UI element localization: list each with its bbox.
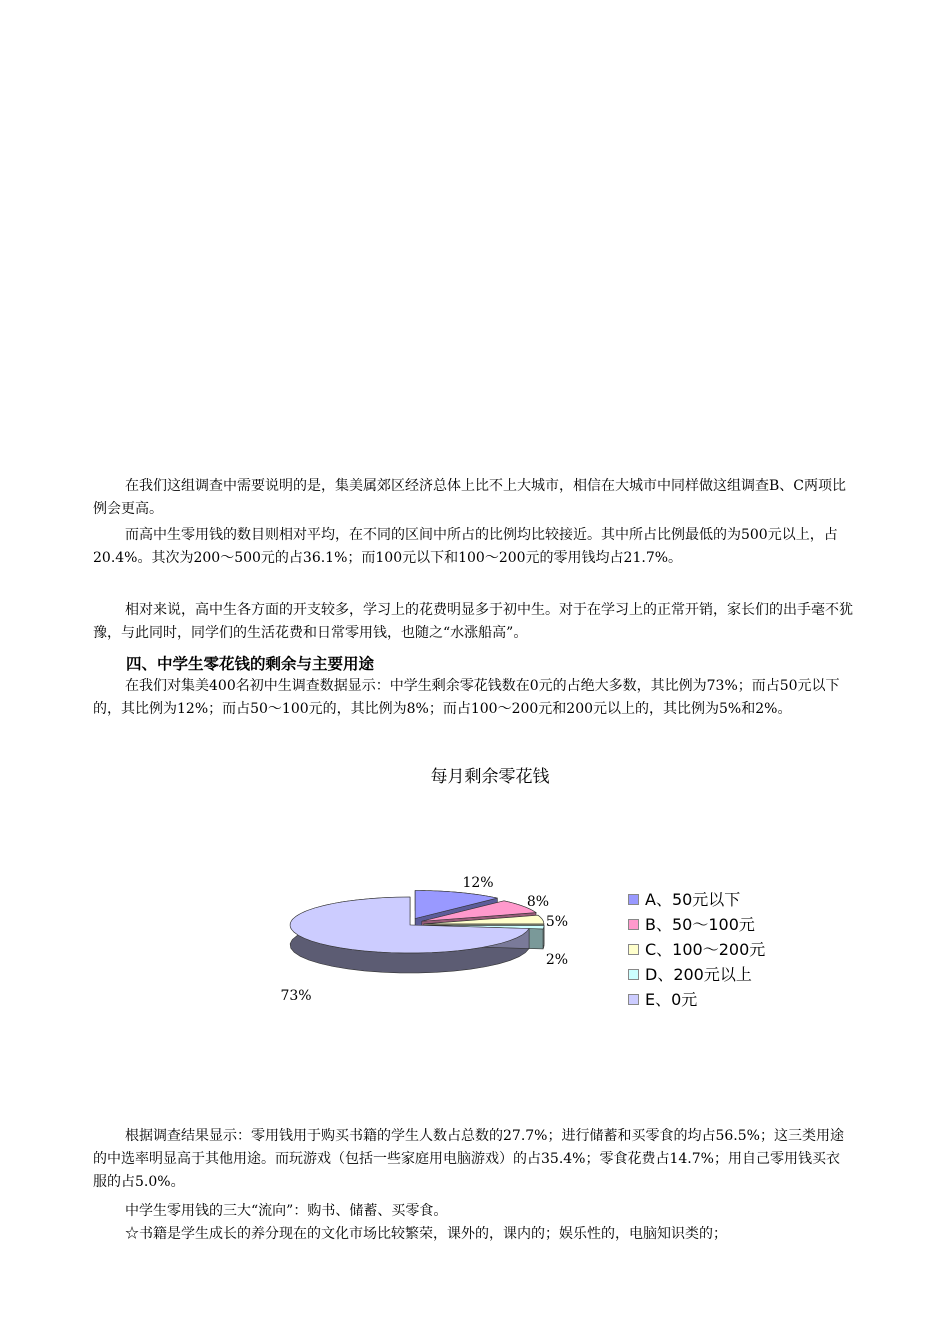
legend-label: B、50～100元 (645, 915, 755, 934)
legend-item (628, 936, 765, 961)
paragraph-highschool-average: 而高中生零用钱的数目则相对平均，在不同的区间中所占的比例均比较接近。其中所占比例最低的为500元以上，占20.4%。其次为200～500元的占36.1%；而100元以下和100～200元的零用钱均占21.7%。 (93, 527, 838, 566)
pie-data-label-0: 12% (462, 875, 494, 891)
chart-title: 每月剩余零花钱 (430, 767, 550, 787)
paragraph-chart-intro: 在我们对集美400名初中生调查数据显示：中学生剩余零花钱数在0元的占绝大多数，其比例为73%；而占50元以下的，其比例为12%；而占50～100元的，其比例为8%；而占100～200元和200元以上的，其比例为5%和2%。 (93, 678, 840, 717)
legend-item (628, 986, 765, 1011)
pie-data-label-4: 73% (280, 988, 312, 1004)
legend-swatch (628, 994, 639, 1005)
paragraph-usage-results: 根据调查结果显示：零用钱用于购买书籍的学生人数占总数的27.7%；进行储蓄和买零食的均占56.5%；这三类用途的中选率明显高于其他用途。而玩游戏（包括一些家庭用电脑游戏）的占35.4%；零食花费占14.7%；用自己零用钱买衣服的占5.0%。 (93, 1128, 844, 1190)
legend-swatch (628, 944, 639, 955)
legend-item (628, 911, 765, 936)
legend-label: C、100～200元 (645, 940, 766, 959)
legend-label: A、50元以下 (645, 890, 741, 909)
legend-label: D、200元以上 (645, 965, 752, 984)
legend-item (628, 886, 765, 911)
pie-data-label-2: 5% (545, 914, 569, 930)
section-heading: 四、中学生零花钱的剩余与主要用途 (126, 655, 375, 673)
chart-legend (628, 886, 765, 1011)
pie-data-label-3: 2% (545, 952, 569, 968)
pie-chart (260, 860, 590, 1020)
paragraph-survey-note: 在我们这组调查中需要说明的是，集美属郊区经济总体上比不上大城市，相信在大城市中同样做这组调查B、C两项比例会更高。 (93, 478, 846, 517)
paragraph-highschool-expense: 相对来说，高中生各方面的开支较多，学习上的花费明显多于初中生。对于在学习上的正常开销，家长们的出手毫不犹豫，与此同时，同学们的生活花费和日常零用钱，也随之“水涨船高”。 (93, 602, 853, 641)
legend-swatch (628, 919, 639, 930)
paragraph-books: ☆书籍是学生成长的养分现在的文化市场比较繁荣，课外的，课内的；娱乐性的，电脑知识类的； (125, 1226, 727, 1242)
legend-item (628, 961, 765, 986)
pie-data-label-1: 8% (526, 894, 550, 910)
legend-swatch (628, 969, 639, 980)
legend-label: E、0元 (645, 990, 698, 1009)
legend-swatch (628, 894, 639, 905)
paragraph-three-flows: 中学生零用钱的三大“流向”：购书、储蓄、买零食。 (125, 1203, 448, 1219)
